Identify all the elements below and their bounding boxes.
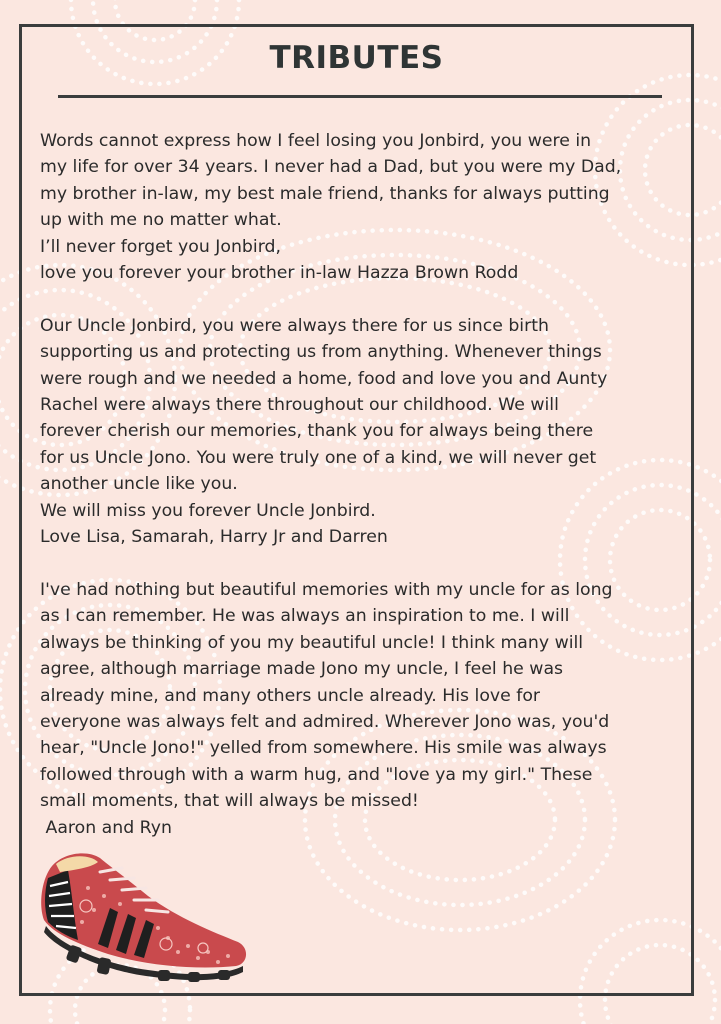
tribute-lisa-family	[40, 313, 695, 551]
tribute-line: hear, "Uncle Jono!" yelled from somewhere. His smile was always	[40, 738, 607, 759]
tribute-line: as I can remember. He was always an inspiration to me. I will	[40, 606, 570, 627]
tribute-line: small moments, that will always be missed!	[40, 791, 419, 812]
tribute-line: We will miss you forever Uncle Jonbird.	[40, 500, 376, 521]
tribute-line: were rough and we needed a home, food and love you and Aunty	[40, 368, 608, 389]
tribute-line: for us Uncle Jono. You were truly one of a kind, we will never get	[40, 447, 597, 468]
tribute-line: another uncle like you.	[40, 474, 238, 495]
tribute-line: I’ll never forget you Jonbird,	[40, 236, 281, 257]
tribute-line: always be thinking of you my beautiful uncle! I think many will	[40, 632, 584, 653]
tribute-line: everyone was always felt and admired. Wherever Jono was, you'd	[40, 711, 610, 732]
tribute-line: forever cherish our memories, thank you for always being there	[40, 421, 594, 442]
page-title: TRIBUTES	[269, 40, 444, 76]
tribute-signature: love you forever your brother in-law Hazza Brown Rodd	[40, 263, 519, 284]
tribute-line: my life for over 34 years. I never had a Dad, but you were my Dad,	[40, 157, 622, 178]
tribute-line: my brother in-law, my best male friend, thanks for always putting	[40, 183, 610, 204]
tribute-line: I've had nothing but beautiful memories with my uncle for as long	[40, 579, 613, 600]
tribute-line: agree, although marriage made Jono my uncle, I feel he was	[40, 659, 564, 680]
tribute-line: supporting us and protecting us from anything. Whenever things	[40, 342, 602, 363]
tribute-line: already mine, and many others uncle already. His love for	[40, 685, 541, 706]
tribute-line: up with me no matter what.	[40, 210, 282, 231]
tribute-line: Words cannot express how I feel losing you Jonbird, you were in	[40, 131, 592, 151]
tribute-line: followed through with a warm hug, and "love ya my girl." These	[40, 764, 593, 785]
tributes-body	[40, 128, 695, 867]
tribute-aaron-ryn	[40, 577, 695, 841]
football-boot-icon	[38, 848, 248, 983]
title-underline	[58, 95, 662, 98]
tribute-hazza	[40, 128, 695, 286]
tribute-line: Rachel were always there throughout our childhood. We will	[40, 395, 559, 416]
tribute-signature: Aaron and Ryn	[40, 817, 172, 838]
tribute-line: Our Uncle Jonbird, you were always there for us since birth	[40, 315, 549, 336]
tribute-signature: Love Lisa, Samarah, Harry Jr and Darren	[40, 527, 388, 548]
